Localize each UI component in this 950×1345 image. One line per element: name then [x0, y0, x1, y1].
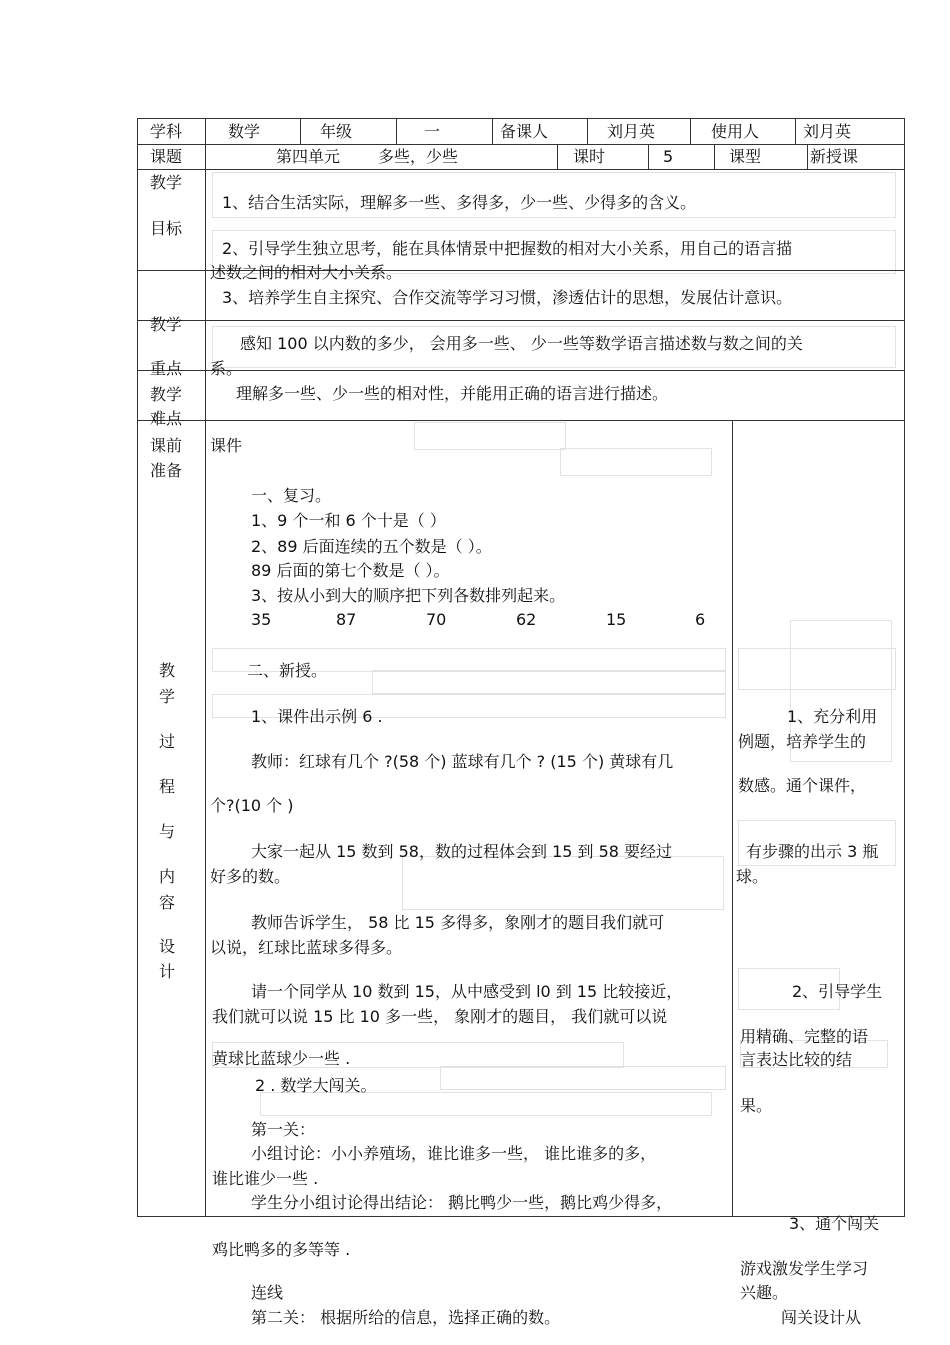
tell-line-2: 以说，红球比蓝球多得多。: [210, 938, 403, 957]
level-2-title: 第二关： 根据所给的信息，选择正确的数。: [251, 1308, 561, 1327]
prep-label-2: 准备: [150, 461, 183, 480]
review-q2: 2、89 后面连续的五个数是（ ）。: [251, 537, 492, 556]
new-lesson-title: 二、新授。: [247, 661, 328, 680]
prep-value: 课件: [210, 436, 243, 455]
number-item: 62: [516, 610, 537, 629]
note-2-line-3: 言表达比较的结: [740, 1050, 853, 1069]
note-1-line-4: 有步骤的出示 3 瓶: [746, 842, 879, 861]
process-label-char: 内: [159, 867, 176, 886]
objective-1: 1、结合生活实际，理解多一些、多得多，少一些、少得多的含义。: [222, 193, 697, 212]
user-label: 使用人: [711, 122, 760, 141]
note-1-line-1: 1、充分利用: [787, 707, 878, 726]
keypoints-label-2: 重点: [150, 359, 183, 378]
period-value: 5: [663, 147, 674, 166]
note-2-line-4: 果。: [740, 1096, 773, 1115]
level-1-title: 第一关：: [251, 1120, 316, 1139]
keypoints-line-1: 感知 100 以内数的多少， 会用多一些、 少一些等数学语言描述数与数之间的关: [240, 334, 803, 353]
objectives-label-1: 教学: [150, 173, 183, 192]
note-2-line-2: 用精确、完整的语: [740, 1027, 869, 1046]
note-3-line-4: 闯关设计从: [781, 1308, 862, 1327]
difficulty-label-1: 教学: [150, 385, 183, 404]
type-value: 新授课: [810, 147, 859, 166]
note-3-line-3: 兴趣。: [740, 1283, 789, 1302]
group-line-1: 小组讨论：小小养殖场，谁比谁多一些， 谁比谁多的多，: [251, 1144, 657, 1163]
topic-value: 多些，少些: [378, 147, 459, 166]
unit-value: 第四单元: [276, 147, 341, 166]
user-value: 刘月英: [803, 122, 852, 141]
number-item: 70: [426, 610, 447, 629]
process-label-char: 过: [159, 732, 176, 751]
note-1-line-2: 例题，培养学生的: [738, 732, 867, 751]
process-label-char: 与: [159, 822, 176, 841]
objective-3: 3、培养学生自主探究、合作交流等学习习惯，渗透估计的思想，发展估计意识。: [222, 288, 793, 307]
difficulty-text: 理解多一些、少一些的相对性，并能用正确的语言进行描述。: [236, 384, 669, 403]
period-label: 课时: [573, 147, 606, 166]
review-q3: 3、按从小到大的顺序把下列各数排列起来。: [251, 586, 566, 605]
objectives-label-2: 目标: [150, 219, 183, 238]
objective-2-line-1: 2、引导学生独立思考，能在具体情景中把握数的相对大小关系，用自己的语言描: [222, 239, 793, 258]
subject-value: 数学: [228, 122, 261, 141]
number-item: 87: [336, 610, 357, 629]
teacher-question-line-2: 个?(10 个 ): [210, 796, 294, 815]
objective-2-line-2: 述数之间的相对大小关系。: [210, 263, 403, 282]
note-1-line-3: 数感。通个课件，: [738, 776, 867, 795]
difficulty-label-2: 难点: [150, 409, 183, 428]
count-line-1: 大家一起从 15 数到 58，数的过程体会到 15 到 58 要经过: [251, 842, 673, 861]
step-1: 1、课件出示例 6 .: [251, 707, 383, 726]
conclusion-line-1: 学生分小组讨论得出结论： 鹅比鸭少一些，鹅比鸡少得多，: [251, 1193, 673, 1212]
grade-label: 年级: [320, 122, 353, 141]
teacher-question-line-1: 教师：红球有几个 ?(58 个) 蓝球有几个 ? (15 个) 黄球有几: [251, 752, 674, 771]
number-item: 15: [606, 610, 627, 629]
process-label-char: 程: [159, 777, 176, 796]
process-label-char: 计: [159, 962, 176, 981]
step-2: 2 . 数学大闯关。: [255, 1076, 377, 1095]
number-item: 6: [695, 610, 706, 629]
note-2-line-1: 2、引导学生: [792, 982, 883, 1001]
ask-line-3: 黄球比蓝球少一些 .: [212, 1049, 351, 1068]
ask-line-1: 请一个同学从 10 数到 15，从中感受到 l0 到 15 比较接近，: [251, 982, 683, 1001]
note-1-line-5: 球。: [736, 867, 769, 886]
subject-label: 学科: [150, 122, 183, 141]
process-label-char: 学: [159, 687, 176, 706]
grade-value: 一: [424, 122, 441, 141]
number-item: 35: [251, 610, 272, 629]
review-q2b: 89 后面的第七个数是（ ）。: [251, 561, 450, 580]
connect-text: 连线: [251, 1283, 284, 1302]
process-label-char: 教: [159, 661, 176, 680]
tell-line-1: 教师告诉学生， 58 比 15 多得多，象刚才的题目我们就可: [251, 913, 665, 932]
ask-line-2: 我们就可以说 15 比 10 多一些， 象刚才的题目， 我们就可以说: [212, 1007, 668, 1026]
preparer-value: 刘月英: [607, 122, 656, 141]
topic-label: 课题: [150, 147, 183, 166]
note-3-line-1: 3、通个闯关: [789, 1214, 880, 1233]
type-label: 课型: [729, 147, 762, 166]
prep-label-1: 课前: [150, 436, 183, 455]
group-line-2: 谁比谁少一些 .: [212, 1169, 319, 1188]
note-3-line-2: 游戏激发学生学习: [740, 1259, 869, 1278]
review-title: 一、复习。: [251, 486, 332, 505]
conclusion-line-2: 鸡比鸭多的多等等 .: [212, 1240, 351, 1259]
process-label-char: 容: [159, 893, 176, 912]
count-line-2: 好多的数。: [210, 867, 291, 886]
preparer-label: 备课人: [500, 122, 549, 141]
process-label-char: 设: [159, 937, 176, 956]
keypoints-label-1: 教学: [150, 315, 183, 334]
review-q1: 1、9 个一和 6 个十是（ ）: [251, 511, 446, 530]
keypoints-line-2: 系。: [210, 359, 243, 378]
